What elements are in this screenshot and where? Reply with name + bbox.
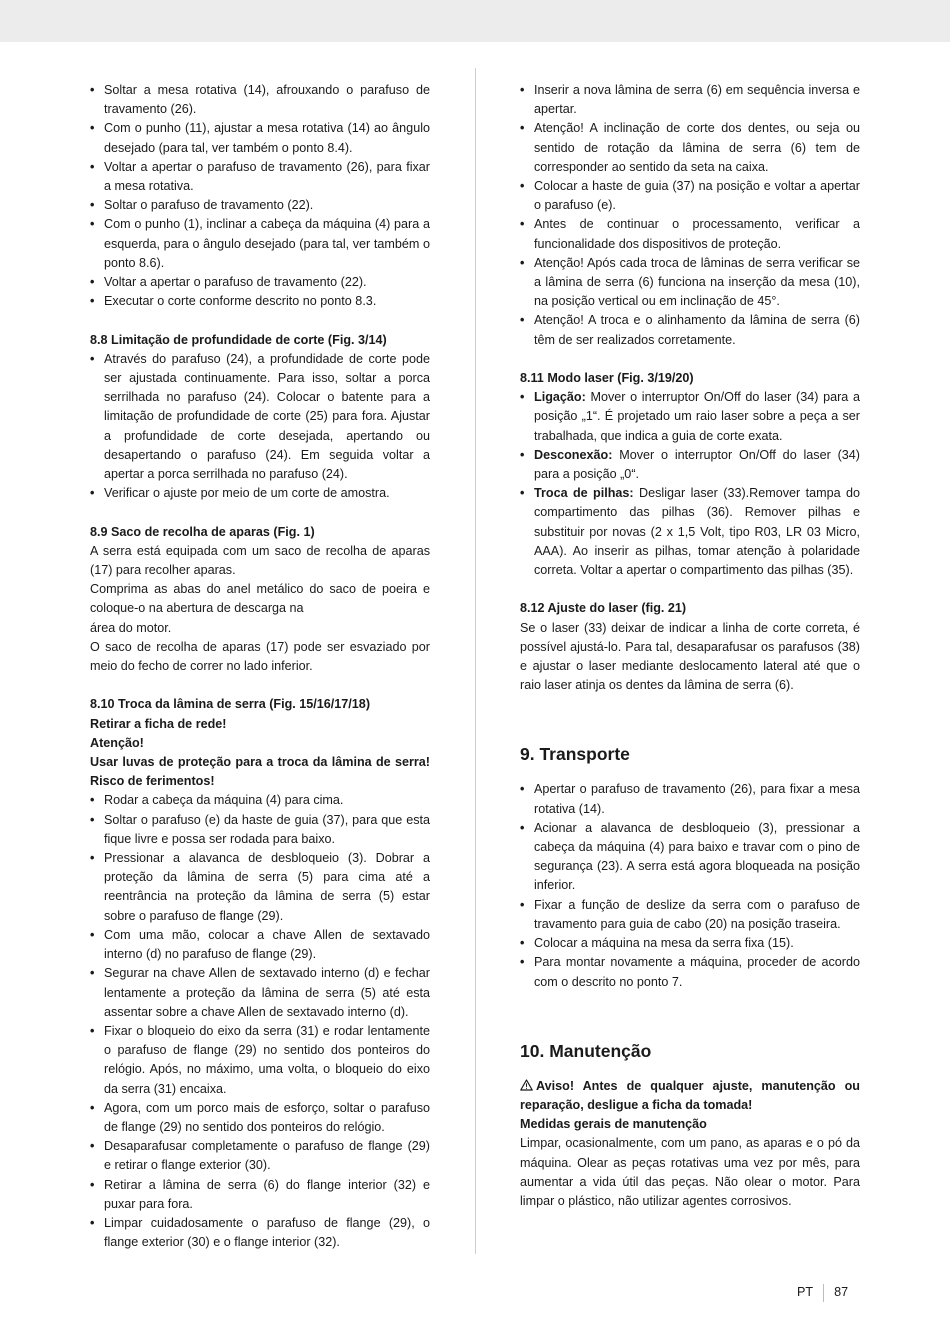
list-item: • Voltar a apertar o parafuso de travamento (22). [90,273,430,292]
warning-triangle-icon [520,1079,533,1093]
item-label: Desconexão: [534,447,613,462]
list-item: • Rodar a cabeça da máquina (4) para cima. [90,791,430,810]
list-item: • Segurar na chave Allen de sextavado interno (d) e fechar lentamente a proteção da lâmina de serra (5) até esta assentar sobre a chave Allen de sextavado interno (d). [90,964,430,1022]
list-item: • Colocar a máquina na mesa da serra fixa (15). [520,934,860,953]
list-item: • Antes de continuar o processamento, verificar a funcionalidade dos dispositivos de proteção. [520,215,860,253]
chapter-heading-transport: 9. Transporte [520,744,630,765]
list-item: • Atenção! A troca e o alinhamento da lâmina de serra (6) têm de ser realizados corretamente. [520,311,860,349]
section-heading-8-10: 8.10 Troca da lâmina de serra (Fig. 15/16/17/18) [90,697,371,712]
list-item: • Através do parafuso (24), a profundidade de corte pode ser ajustada continuamente. Para isso, soltar a porca serrilhada no parafuso (24). Colocar o batente para a limitação de profundidade de corte (25) para fora. Ajustar a profundidade de corte desejada, apertando ou desapertando o parafuso (24). Em seguida voltar a apertar a porca serrilhada no parafuso (24). [90,350,430,484]
bullet-list-transport [520,780,860,991]
item-label: Ligação: [534,390,586,405]
list-item: • Executar o corte conforme descrito no ponto 8.3. [90,292,430,311]
list-item: • Com uma mão, colocar a chave Allen de sextavado interno (d) no parafuso de flange (29). [90,926,430,964]
list-item [520,484,860,580]
list-item: • Inserir a nova lâmina de serra (6) em sequência inversa e apertar. [520,81,860,119]
page-footer [797,1283,848,1302]
bullet-list-depth-limit [90,350,430,504]
list-item: • Verificar o ajuste por meio de um corte de amostra. [90,484,430,503]
footer-divider [823,1284,824,1302]
paragraph: Limpar, ocasionalmente, com um pano, as aparas e o pó da máquina. Olear as peças rotativas uma vez por mês, para aumentar a vida útil das peças. Não olear o motor. Para limpar o plástico, não utilizar agentes corrosivos. [520,1136,860,1208]
language-code: PT [797,1285,814,1299]
page-number: 87 [834,1285,849,1299]
bullet-list-rotary-table [90,81,430,311]
section-heading-8-11: 8.11 Modo laser (Fig. 3/19/20) [520,371,694,386]
section-heading-8-12: 8.12 Ajuste do laser (fig. 21) [520,601,687,616]
right-column [520,81,860,1211]
warning-text: Atenção! [90,735,144,750]
list-item: • Fixar a função de deslize da serra com o parafuso de travamento para guia de cabo (20) na posição traseira. [520,896,860,934]
paragraph: A serra está equipada com um saco de recolha de aparas (17) para recolher aparas. [90,543,430,578]
warning-text: Retirar a ficha de rede! [90,716,227,731]
paragraph: Comprima as abas do anel metálico do saco de poeira e coloque-o na abertura de descarga na [90,582,430,616]
paragraph: Se o laser (33) deixar de indicar a linha de corte correta, é possível ajustá-lo. Para tal, desaparafusar os parafusos (38) e ajustar o laser mediante deslocamento lateral até que o raio laser atinja os dentes da lâmina de serra (6). [520,620,860,693]
list-item: • Com o punho (1), inclinar a cabeça da máquina (4) para a esquerda, para o ângulo desejado (para tal, ver também o ponto 8.6). [90,215,430,273]
list-item: • Apertar o parafuso de travamento (26), para fixar a mesa rotativa (14). [520,780,860,818]
paragraph: área do motor. [90,620,172,635]
list-item: • Agora, com um porco mais de esforço, soltar o parafuso de flange (29) no sentido dos ponteiros do relógio. [90,1099,430,1137]
subheading-general-maintenance: Medidas gerais de manutenção [520,1117,707,1132]
list-item: • Limpar cuidadosamente o parafuso de flange (29), o flange exterior (30) e o flange interior (32). [90,1214,430,1252]
list-item: • Pressionar a alavanca de desbloqueio (3). Dobrar a proteção da lâmina de serra (5) para cima até a reentrância na proteção da lâmina de serra (5) estar sobre o parafuso de flange (29). [90,849,430,926]
list-item: • Fixar o bloqueio do eixo da serra (31) e rodar lentamente o parafuso de flange (29) no sentido dos ponteiros do relógio. Após, no máximo, uma volta, o bloqueio do eixo da serra (31) encaixa. [90,1022,430,1099]
list-item: • Retirar a lâmina de serra (6) do flange interior (32) e puxar para fora. [90,1176,430,1214]
list-item: • Desaparafusar completamente o parafuso de flange (29) e retirar o flange exterior (30). [90,1137,430,1175]
top-band [0,0,950,42]
item-text: Mover o interruptor On/Off do laser (34) para a posição „1“. É projetado um raio laser sobre a peça a ser trabalhada, que indica a guia de corte exata. [534,390,860,443]
left-column [90,81,430,1252]
list-item: • Colocar a haste de guia (37) na posição e voltar a apertar o parafuso (e). [520,177,860,215]
list-item: • Atenção! Após cada troca de lâminas de serra verificar se a lâmina de serra (6) funciona na inserção da mesa (10), na posição vertical ou em inclinação de 45°. [520,254,860,312]
bullet-list-blade-insert [520,81,860,350]
list-item [520,446,860,484]
maintenance-warning [520,1077,860,1115]
item-text: Desligar laser (33).Remover tampa do compartimento das pilhas (36). Remover pilhas e substituir por novas (2 x 1,5 Volt, tipo R03, LR 03 Micro, AAA). Ao inserir as pilhas, tomar atenção à polaridade correta. Voltar a apertar o compartimento das pilhas (35). [534,486,860,578]
list-item: • Soltar a mesa rotativa (14), afrouxando o parafuso de travamento (26). [90,81,430,119]
paragraph: O saco de recolha de aparas (17) pode ser esvaziado por meio do fecho de correr no lado inferior. [90,639,430,674]
chapter-heading-maintenance: 10. Manutenção [520,1040,652,1061]
section-heading-8-9: 8.9 Saco de recolha de aparas (Fig. 1) [90,524,315,539]
list-item: • Voltar a apertar o parafuso de travamento (26), para fixar a mesa rotativa. [90,158,430,196]
item-label: Troca de pilhas: [534,486,634,501]
list-item: • Soltar o parafuso (e) da haste de guia (37), para que esta fique livre e possa ser rodada para baixo. [90,811,430,849]
list-item: • Atenção! A inclinação de corte dos dentes, ou seja ou sentido de rotação da lâmina de serra (6) tem de corresponder ao sentido da seta na caixa. [520,119,860,177]
bullet-list-blade-change [90,791,430,1252]
list-item: • Soltar o parafuso de travamento (22). [90,196,430,215]
section-heading-8-8: 8.8 Limitação de profundidade de corte (Fig. 3/14) [90,332,387,347]
warning-text: Aviso! Antes de qualquer ajuste, manutenção ou reparação, desligue a ficha da tomada! [520,1078,860,1112]
column-divider [475,68,476,1254]
bullet-list-laser-mode [520,388,860,580]
warning-text: Usar luvas de proteção para a troca da lâmina de serra! Risco de ferimentos! [90,755,430,789]
list-item: • Para montar novamente a máquina, proceder de acordo com o descrito no ponto 7. [520,953,860,991]
list-item: • Acionar a alavanca de desbloqueio (3), pressionar a cabeça da máquina (4) para baixo e travar com o pino de segurança (23). A serra está agora bloqueada na posição inferior. [520,819,860,896]
list-item [520,388,860,446]
item-text: Mover o interruptor On/Off do laser (34) para a posição „0“. [534,447,860,482]
list-item: • Com o punho (11), ajustar a mesa rotativa (14) ao ângulo desejado (para tal, ver também o ponto 8.4). [90,119,430,157]
